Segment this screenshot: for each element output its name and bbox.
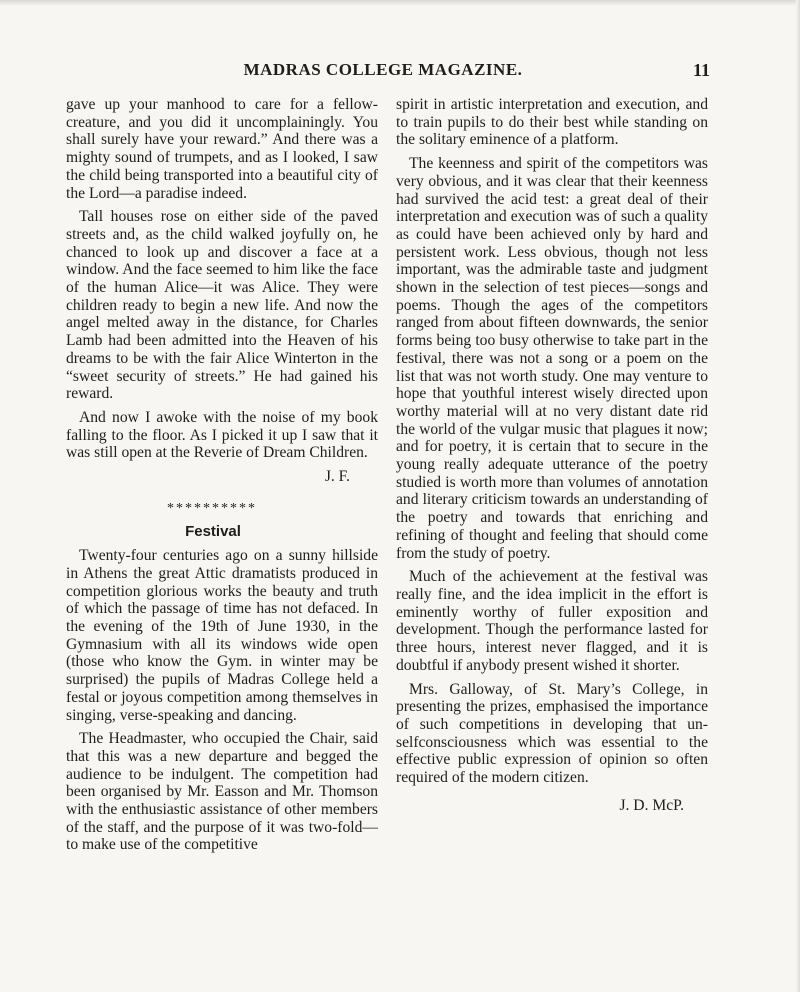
section-separator: ********** bbox=[167, 500, 257, 516]
festival-paragraph: Much of the achievement at the festival was really fine, and the idea implicit in the effort is eminently worthy of fuller exposition and development. Though the performance lasted for three hours, interest never flagged, and it is doubtful if anybody present wished it shorter. bbox=[396, 568, 708, 674]
festival-paragraph: The Headmaster, who occupied the Chair, said that this was a new departure and begged the audience to be indulgent. The competition had been organised by Mr. Easson and Mr. Thomson with the enthusiastic assistance of other members of the staff, and the purpose of it was two-fold—to make use of the competitive bbox=[66, 730, 378, 854]
festival-heading: Festival bbox=[185, 523, 241, 541]
running-head bbox=[56, 60, 710, 84]
right-column bbox=[396, 96, 708, 814]
story-paragraph: And now I awoke with the noise of my book falling to the floor. As I picked it up I saw that it was still open at the Reverie of Dream Children. bbox=[66, 408, 378, 462]
story-paragraph: Tall houses rose on either side of the paved streets and, as the child walked joyfully on, he chanced to look up and discover a face at a window. And the face seemed to him like the face of the human Alice—it was Alice. They were children ready to begin a new life. And now the angel melted away in the distance, for Charles Lamb had been admitted into the Heaven of his dreams to be with the fair Alice Winterton in the “sweet security of streets.” He had gained his reward. bbox=[66, 208, 378, 403]
left-column bbox=[66, 96, 378, 860]
page-edge-shadow-right bbox=[796, 0, 800, 992]
festival-signature: J. D. McP. bbox=[619, 796, 684, 814]
festival-continuation: spirit in artistic interpretation and execution, and to train pupils to do their best while standing on the solitary eminence of a platform. bbox=[396, 96, 708, 149]
page-edge-shadow bbox=[0, 0, 800, 6]
story-signature: J. F. bbox=[324, 468, 350, 486]
page-number: 11 bbox=[692, 60, 710, 80]
festival-paragraph: Mrs. Galloway, of St. Mary’s College, in presenting the prizes, emphasised the importance of such competitions in developing that un-selfconsciousness which was essential to the effective public expression of opinion so often required of the modern citizen. bbox=[396, 680, 708, 787]
magazine-title: MADRAS COLLEGE MAGAZINE. bbox=[243, 60, 523, 79]
festival-paragraph: Twenty-four centuries ago on a sunny hillside in Athens the great Attic dramatists produced in competition glorious works the beauty and truth of which the passage of time has not defaced. In the evening of the 19th of June 1930, in the Gymnasium with all its windows wide open (those who know the Gym. in winter may be surprised) the pupils of Madras College held a festal or joyous competition among themselves in singing, verse-speaking and dancing. bbox=[66, 547, 378, 724]
festival-paragraph: The keenness and spirit of the competitors was very obvious, and it was clear that their keenness had survived the acid test: a great deal of their interpretation and execution was of such a quality as could have been achieved only by hard and persistent work. Less obvious, though not less important, was the admirable taste and judgment shown in the selection of test pieces—songs and poems. Though the ages of the competitors ranged from about fifteen downwards, the senior forms being too busy otherwise to take part in the festival, there was not a song or a poem on the list that was not worth study. One may venture to hope that youthful interest wisely directed upon worthy material will at no very distant date rid the world of the vulgar music that plagues it now; and for poetry, it is certain that to secure in the young really adequate utterance of the poetry studied is worth more than volumes of annotation and literary criticism towards an understanding of the poetry and towards that enriching and refining of thought and feeling that should come from the study of poetry. bbox=[396, 155, 708, 562]
story-paragraph: gave up your manhood to care for a fellow-creature, and you did it uncomplainingly. You shall surely have your reward.” And there was a mighty sound of trumpets, and as I looked, I saw the child being transported into a beautiful city of the Lord—a paradise indeed. bbox=[66, 96, 378, 202]
